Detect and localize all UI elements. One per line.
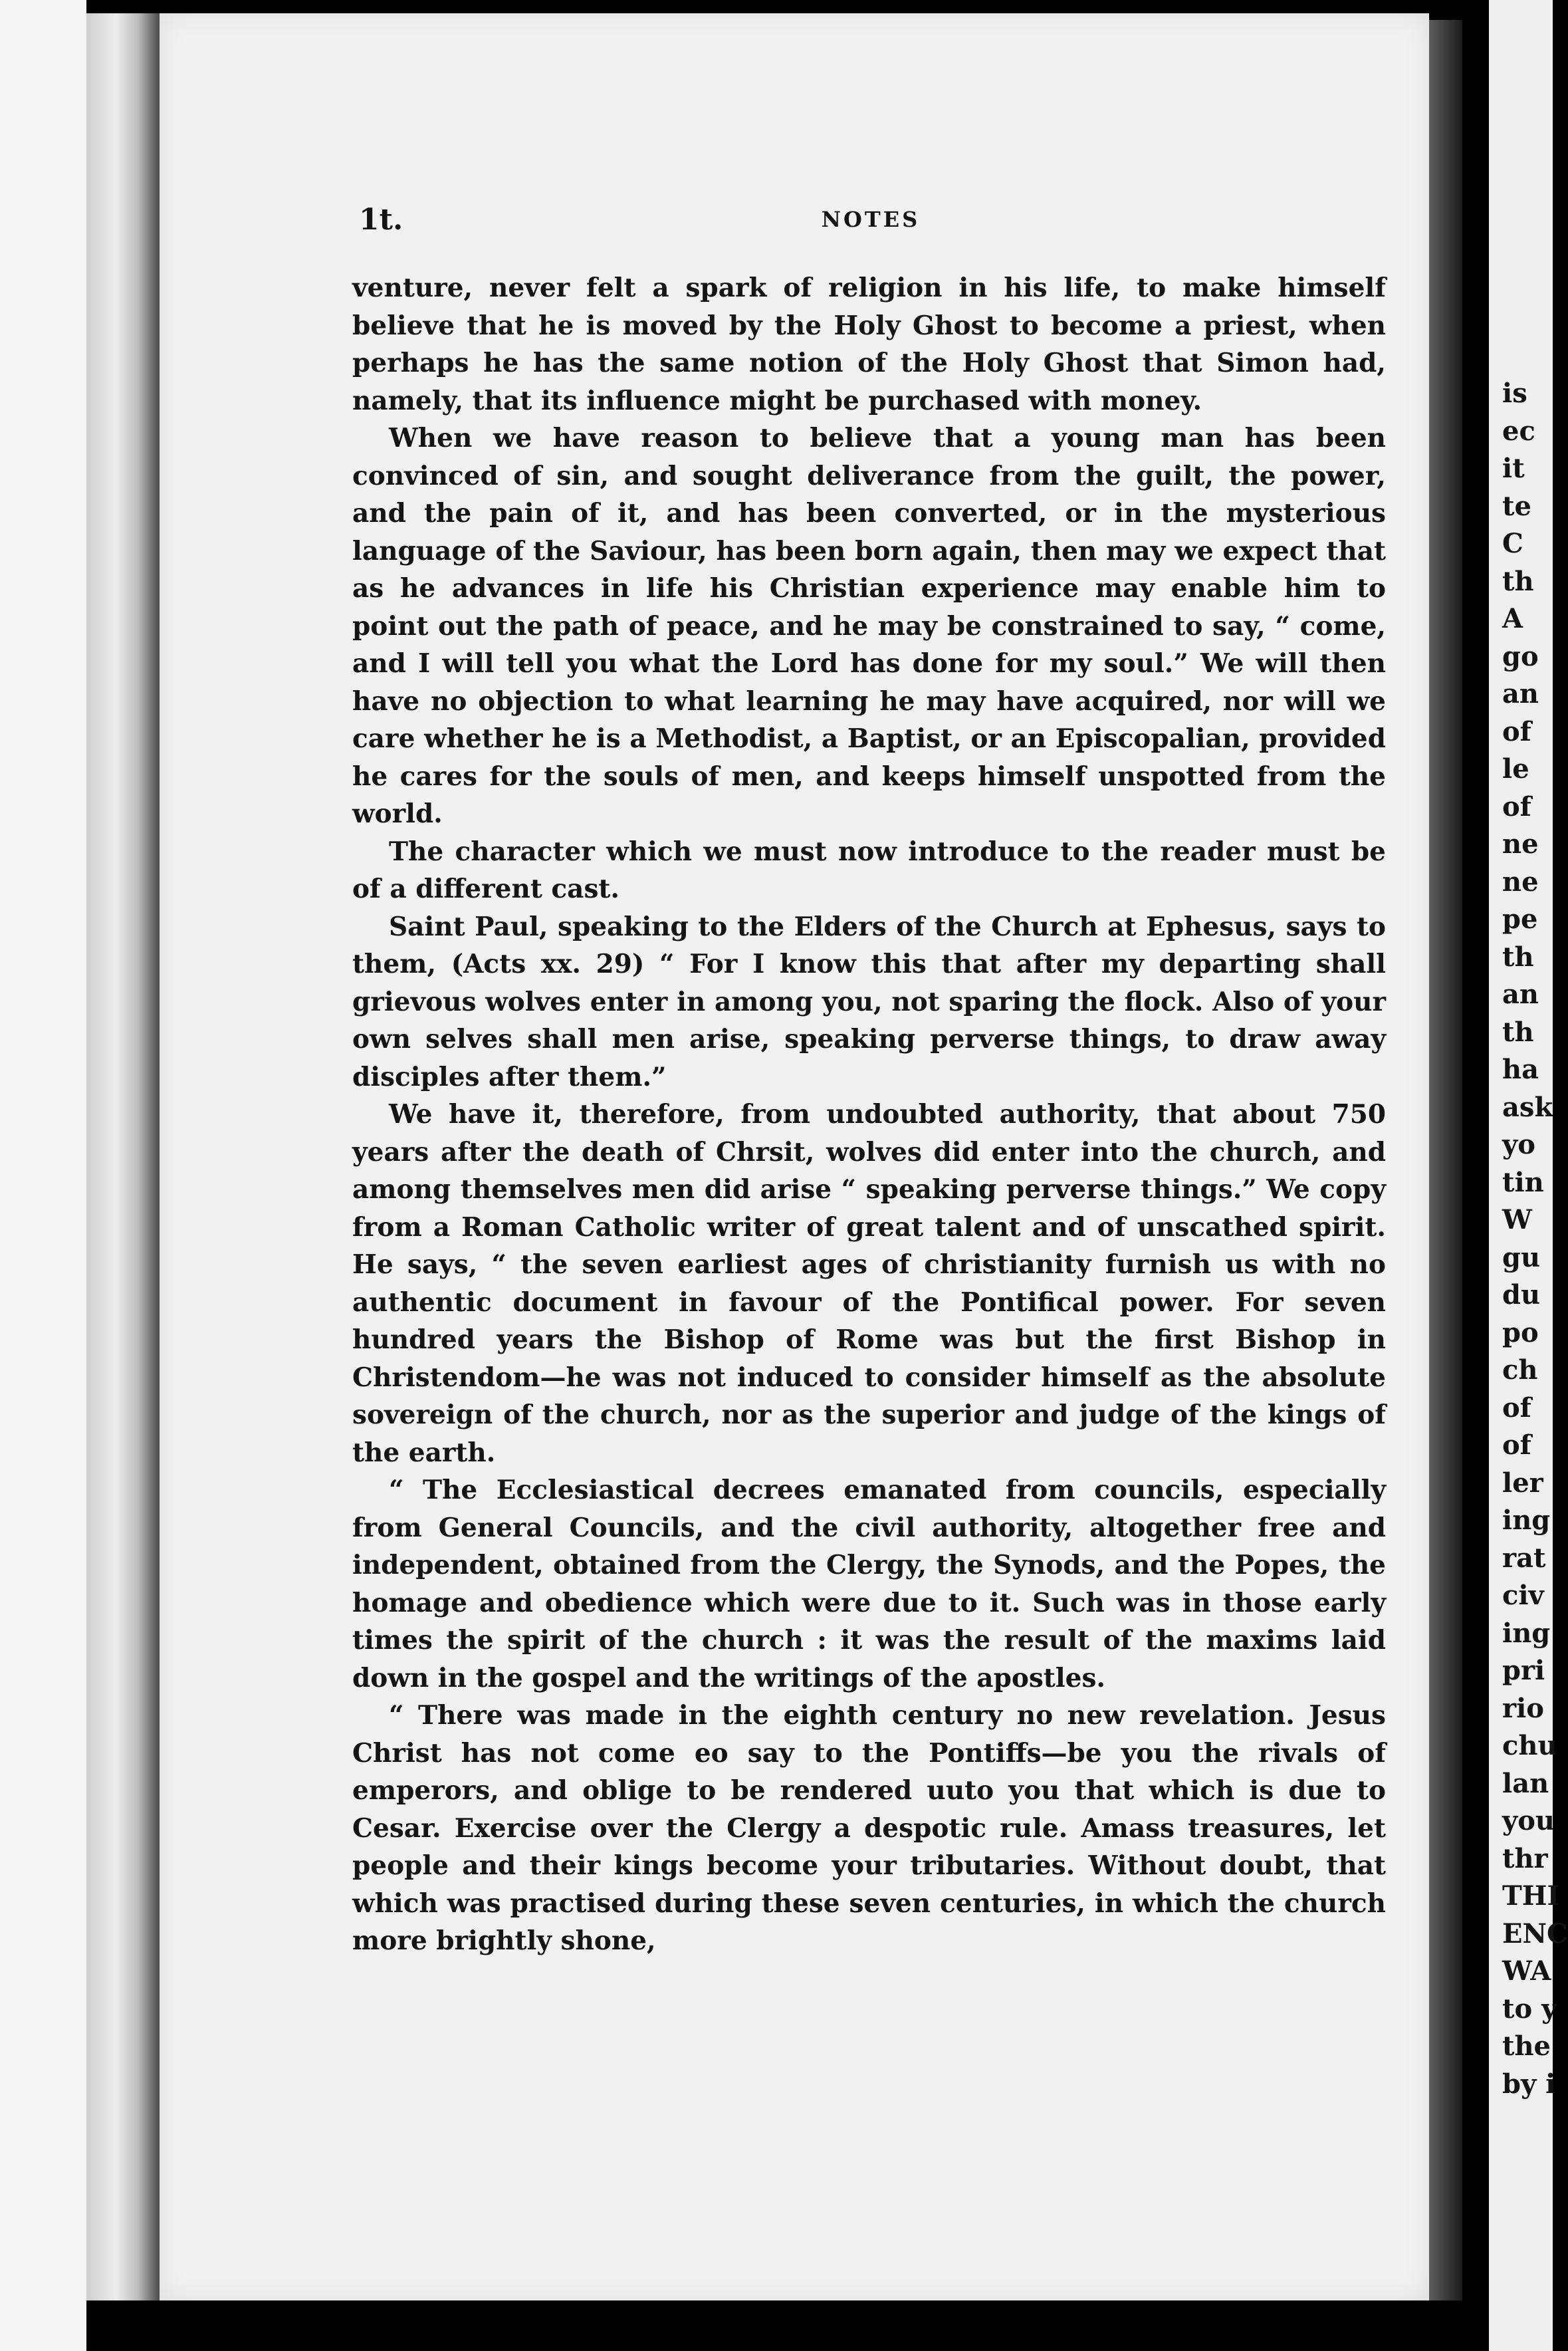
page-header [359,203,1383,243]
facing-page-fragment: pri [1502,1655,1545,1686]
facing-page-fragment: of [1502,791,1531,822]
facing-page-fragment: C [1502,528,1523,559]
facing-page-fragment: chu [1502,1730,1557,1761]
running-head: NOTES [821,207,921,232]
facing-page-fragment: an [1502,979,1539,1010]
facing-page-fragment: yo [1502,1129,1535,1160]
facing-page-fragment: th [1502,941,1534,973]
facing-page-fragment: civ [1502,1580,1544,1611]
facing-page-fragment: ing [1502,1617,1551,1649]
facing-page-fragment: gu [1502,1241,1541,1273]
paragraph: The character which we must now introduce to the reader must be of a different cast. [352,836,1386,904]
paragraph: venture, never felt a spark of religion in his life, to make himself believe that he is moved by the Holy Ghost to become a priest, when perhaps he has the same notion of the Holy Ghost that Simon had, namely, that its influence might be purchased with money. [352,273,1386,416]
facing-page-fragment: lan [1502,1767,1549,1799]
page-gutter-shadow [1429,20,1462,2300]
facing-page-fragment: to y [1502,1993,1557,2025]
paragraph: “ There was made in the eighth century no new revelation. Jesus Christ has not come eo say to the Pontiffs—be you the rivals of emperors, and oblige to be rendered uuto you that which is due to Cesar. Exercise over the Clergy a despotic rule. Amass treasures, let people and their kings become your tributaries. Without doubt, that which was practised during these seven centuries, in which the church more brightly shone, [352,1700,1386,1956]
paragraph: When we have reason to believe that a young man has been convinced of sin, and sought deliverance from the guilt, the power, and the pain of it, and has been converted, or in the mysterious language of the Saviour, has been born again, then may we expect that as he advances in life his Christian experience may enable him to point out the path of peace, and he may be constrained to say, “ come, and I will tell you what the Lord has done for my soul.” We will then have no objection to what learning he may have acquired, nor will we care whether he is a Methodist, a Baptist, or an Episcopalian, provided he cares for the souls of men, and keeps himself unspotted from the world. [352,423,1386,829]
paragraph: We have it, therefore, from undoubted authority, that about 750 years after the death of Chrsit, wolves did enter into the church, and among themselves men did arise “ speaking perverse things.” We copy from a Roman Catholic writer of great talent and of unscathed spirit. He says, “ the seven earliest ages of christianity furnish us with no authentic document in favour of the Pontifical power. For seven hundred years the Bishop of Rome was but the first Bishop in Christendom—he was not induced to consider himself as the absolute sovereign of the church, nor as the superior and judge of the kings of the earth. [352,1099,1386,1468]
facing-page-fragment: A [1502,603,1523,634]
facing-page-fragment: pe [1502,904,1538,935]
scan-left-margin [0,0,86,2351]
facing-page-fragment: th [1502,565,1534,597]
facing-page-fragment: tin [1502,1166,1544,1198]
facing-page-fragment: you [1502,1805,1555,1836]
facing-page-fragment: th [1502,1016,1534,1048]
book-spine-edge [86,13,160,2300]
facing-page-fragment: ne [1502,866,1539,898]
facing-page-fragment: ing [1502,1505,1551,1536]
facing-page-fragment: WA [1502,1955,1551,1987]
facing-page-fragment: is [1502,378,1527,409]
facing-page-edge [1489,0,1568,2351]
facing-page-fragment: W [1502,1204,1532,1235]
body-text [352,269,1386,1960]
facing-page-fragment: thr [1502,1842,1548,1874]
facing-page-fragment: an [1502,678,1539,709]
facing-page-fragment: ha [1502,1054,1539,1085]
facing-page-fragment: of [1502,715,1531,747]
facing-page-fragment: ec [1502,415,1535,447]
facing-page-fragment: of [1502,1429,1531,1461]
facing-page-fragment: rat [1502,1542,1546,1574]
facing-page-fragment: the [1502,2031,1551,2062]
facing-page-fragment: it [1502,453,1525,484]
facing-page-fragment: ne [1502,828,1539,860]
facing-page-fragment: THI [1502,1880,1560,1912]
facing-page-fragment: ENC [1502,1918,1568,1949]
facing-page-fragment: le [1502,753,1529,785]
facing-page-fragment: of [1502,1392,1531,1423]
facing-page-fragment: ler [1502,1467,1543,1499]
facing-page-fragment: ch [1502,1354,1538,1386]
facing-page-fragment: po [1502,1316,1539,1348]
facing-page-fragment: by i [1502,2068,1556,2100]
paragraph: “ The Ecclesiastical decrees emanated from councils, especially from General Councils, and the civil authority, altogether free and independent, obtained from the Clergy, the Synods, and the Popes, the homage and obedience which were due to it. Such was in those early times the spirit of the church : it was the result of the maxims laid down in the gospel and the writings of the apostles. [352,1475,1386,1693]
paragraph: Saint Paul, speaking to the Elders of the Church at Ephesus, says to them, (Acts xx. 29) “ For I know this that after my departing shall grievous wolves enter in among you, not sparing the flock. Also of your own selves shall men arise, speaking perverse things, to draw away disciples after them.” [352,911,1386,1092]
facing-page-fragment: ask [1502,1091,1553,1123]
facing-page-fragment: du [1502,1279,1541,1310]
facing-page-fragment: rio [1502,1692,1544,1724]
facing-page-fragment: go [1502,640,1539,672]
page-number: 1t. [359,203,403,237]
facing-page-fragment: te [1502,490,1531,522]
